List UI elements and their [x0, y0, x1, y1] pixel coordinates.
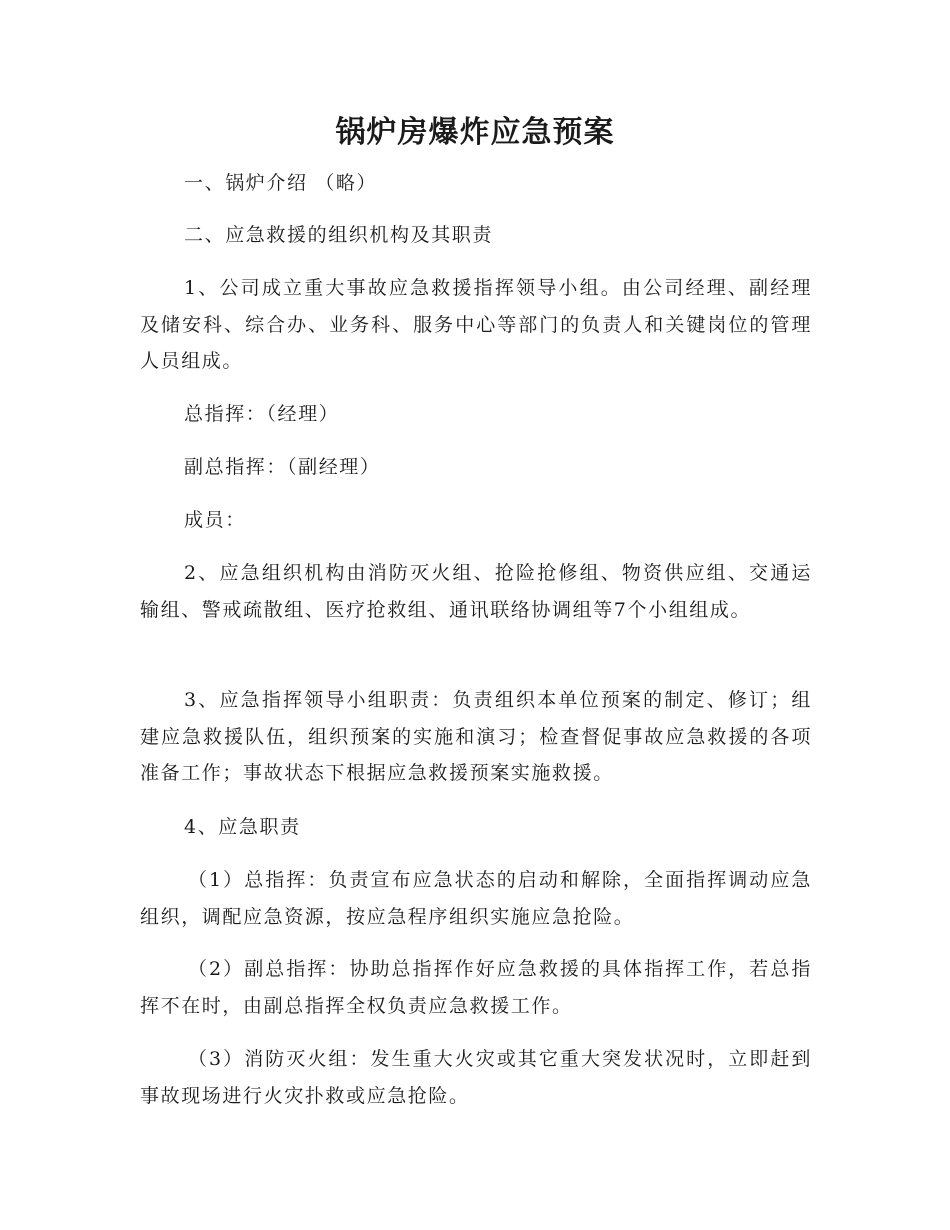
paragraph-commander: 总指挥：（经理） — [184, 403, 340, 425]
paragraph-duty-firefighting: （3）消防灭火组：发生重大火灾或其它重大突发状况时，立即赶到事故现场进行火灾扑救或应急抢险。 — [140, 1048, 812, 1107]
paragraph-duty-commander: （1）总指挥：负责宣布应急状态的启动和解除，全面指挥调动应急组织，调配应急资源，按应急程序组织实施应急抢险。 — [140, 869, 812, 928]
document-title: 锅炉房爆炸应急预案 — [335, 115, 615, 150]
paragraph-deputy-commander: 副总指挥：（副经理） — [184, 456, 381, 478]
paragraph-emergency-duties-heading: 4、应急职责 — [184, 816, 301, 838]
paragraph-members: 成员： — [184, 509, 246, 531]
paragraph-emergency-groups: 2、应急组织机构由消防灭火组、抢险抢修组、物资供应组、交通运输组、警戒疏散组、医疗抢救组、通讯联络协调组等7个小组组成。 — [140, 562, 812, 621]
paragraph-leadership-duties: 3、应急指挥领导小组职责：负责组织本单位预案的制定、修订；组建应急救援队伍，组织预案的实施和演习；检查督促事故应急救援的各项准备工作；事故状态下根据应急救援预案实施救援。 — [140, 689, 812, 784]
section-heading-organization: 二、应急救援的组织机构及其职责 — [184, 224, 494, 246]
paragraph-leadership-group: 1、公司成立重大事故应急救援指挥领导小组。由公司经理、副经理及储安科、综合办、业务科、服务中心等部门的负责人和关键岗位的管理人员组成。 — [140, 277, 812, 372]
section-heading-boiler-intro: 一、锅炉介绍 （略） — [184, 172, 378, 194]
paragraph-duty-deputy: （2）副总指挥：协助总指挥作好应急救援的具体指挥工作，若总指挥不在时，由副总指挥全权负责应急救援工作。 — [140, 958, 812, 1017]
